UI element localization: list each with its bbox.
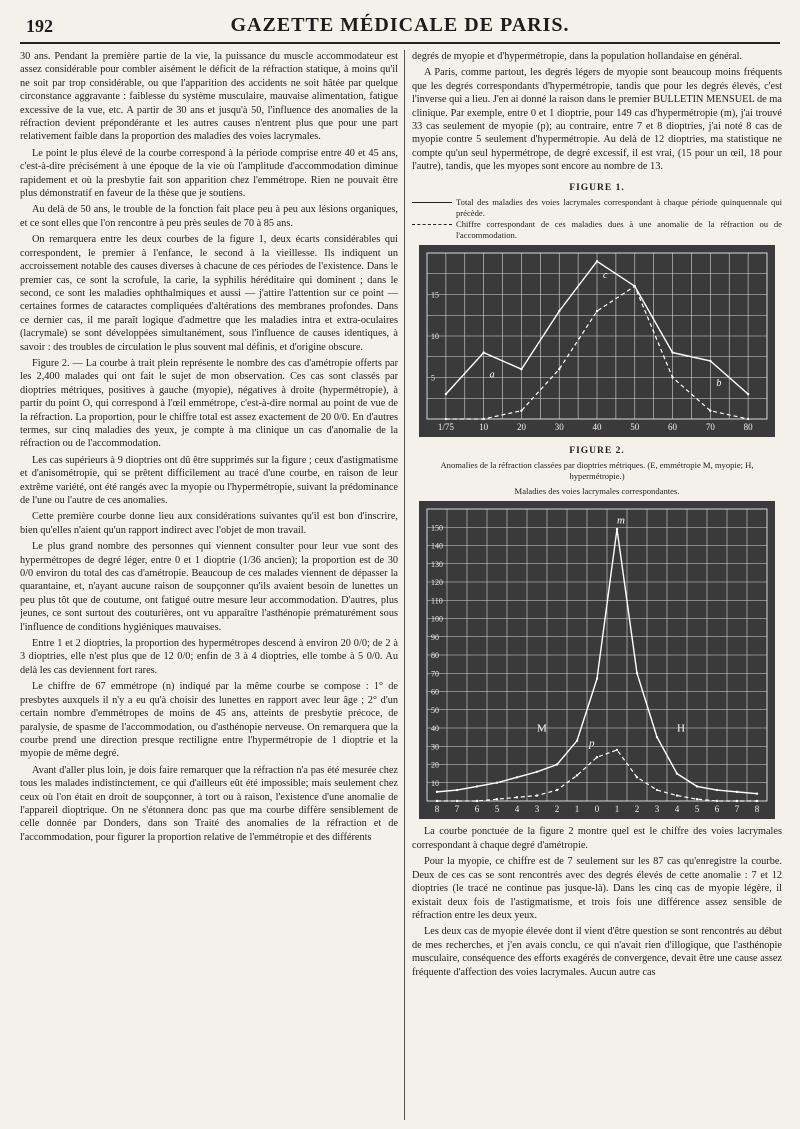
data-point (456, 800, 458, 802)
x-tick-label: 3 (654, 804, 660, 815)
data-point (520, 368, 522, 370)
y-tick-label: 15 (431, 290, 439, 300)
data-point (736, 800, 738, 802)
data-point (671, 351, 673, 353)
data-point (716, 789, 718, 791)
data-point (756, 800, 758, 802)
y-tick-label: 30 (431, 742, 439, 752)
data-point (445, 418, 447, 420)
legend-solid-text: Total des maladies des voies lacrymales correspondant à chaque période quinquennale qui précède. (456, 197, 782, 219)
x-tick-label: 40 (592, 422, 602, 433)
data-point (636, 673, 638, 675)
y-tick-label: 130 (431, 560, 443, 570)
data-point (736, 791, 738, 793)
x-tick-label: 80 (743, 422, 753, 433)
data-point (536, 771, 538, 773)
paragraph: degrés de myopie et d'hypermétropie, dans la population hollandaise en général. (412, 51, 743, 62)
data-point (671, 376, 673, 378)
paragraph: On remarquera entre les deux courbes de la figure 1, deux écarts considérables qui correspondent, le premier à l'enfance, le second à la vieillesse. Ils indiquent un accroissement notable des causes diverses à chacune de ces périodes de l'existence. Dans le premier cas, ce sont la scrofule, la carie, la syphilis héréditaire qui dominent ; dans le second, ce sont les maladies ophthalmiques et aussi — j'attire l'attention sur ce point — certaines formes de cataractes compliquées d'altérations des membranes profondes. Dans ce dernier cas, il me paraît logique d'admettre que les maladies intra et extra-oculaires (lacrymale) se sont développées simultanément, sous l'influence de causes identiques, à savoir : des troubles de circulation le plus souvent mal définis, et d'origine obscure. (20, 234, 398, 353)
figure2-title: FIGURE 2. (569, 446, 625, 457)
data-point (676, 773, 678, 775)
curve-annotation: b (716, 377, 722, 389)
x-tick-label: 8 (754, 804, 760, 815)
data-point (496, 798, 498, 800)
chart-background (419, 501, 775, 819)
page-header (20, 14, 780, 44)
y-tick-label: 70 (431, 669, 439, 679)
x-tick-label: 7 (734, 804, 740, 815)
legend-dashed-text: Chiffre correspondant de ces maladies dues à une anomalie de la réfraction ou de l'accommodation. (456, 219, 782, 241)
data-point (676, 795, 678, 797)
paragraph: A Paris, comme partout, les degrés légers de myopie sont beaucoup moins fréquents que les degrés correspondants d'hypermétropie, tandis que pour les degrés élevés, c'est l'inverse qui a lieu. J'en ai donné la raison dans le premier BULLETIN MENSUEL de ma clinique. Par exemple, entre 0 et 1 dioptrie, pour 149 cas d'hypermétropie (m), j'ai trouvé 33 cas seulement de myopie (p); au contraire, entre 7 et 8 dioptries, j'ai noté 8 cas de myopie contre 5 seulement d'hypermétropie. Au delà de 12 dioptries, ma statistique ne compte qu'un seul hypermétrope, de degré excessif, il est vrai, (15 pour un œil, 18 pour l'autre), tandis, que les myopes sont encore au nombre de 13. (412, 67, 782, 173)
x-tick-label: 30 (554, 422, 564, 433)
data-point (636, 777, 638, 779)
data-point (696, 786, 698, 788)
x-tick-label: 6 (474, 804, 480, 815)
data-point (520, 410, 522, 412)
x-tick-label: 1/75 (437, 422, 454, 433)
x-tick-label: 50 (630, 422, 640, 433)
y-tick-label: 60 (431, 687, 439, 697)
data-point (476, 786, 478, 788)
data-point (556, 789, 558, 791)
left-column (20, 50, 398, 1120)
y-tick-label: 150 (431, 523, 443, 533)
x-tick-label: 4 (514, 804, 520, 815)
x-tick-label: 0 (594, 804, 600, 815)
data-point (596, 678, 598, 680)
y-tick-label: 90 (431, 633, 439, 643)
x-tick-label: 70 (705, 422, 715, 433)
data-point (536, 795, 538, 797)
y-tick-label: 140 (431, 541, 443, 551)
data-point (576, 740, 578, 742)
curve-label-hypermetropia: H (677, 723, 685, 736)
legend-solid (412, 197, 782, 219)
x-tick-label: 8 (434, 804, 440, 815)
data-point (709, 410, 711, 412)
data-point (709, 360, 711, 362)
paragraph: Le plus grand nombre des personnes qui viennent consulter pour leur vue sont des hypermétropes de degré léger, entre 0 et 1 dioptrie (1/36 ancien); la proportion est de 30 0/0 environ du total des cas d'amétropie. Beaucoup de ces malades viennent de dépasser la quarantaine, et, n'ayant aucune raison de soupçonner qu'ils avaient besoin de lunettes un peu plus tôt que de coutume, ont fatigué outre mesure leur accommodation. D'autres, plus jeunes, ce sont surtout des couturières, ont vu apparaître l'asthénopie prématurément sous l'influence de conditions hygiéniques mauvaises. (20, 541, 398, 633)
paragraph: Pour la myopie, ce chiffre est de 7 seulement sur les 87 cas qu'enregistre la courbe. Deux de ces cas se sont rencontrés avec des degrés élevés de cette anomalie : 7 et 12 dioptries (le tracé ne continue pas jusque-là). Dans les cinq cas de myopie légère, il existait deux fois de l'astigmatisme, et trois fois une différence assez sensible de réfraction entre les deux yeux. (412, 856, 782, 921)
data-point (716, 800, 718, 802)
curve-annotation: c (603, 269, 608, 281)
paragraph: Entre 1 et 2 dioptries, la proportion des hypermétropes descend à environ 20 0/0; de 2 à 3 dioptries, elle n'est plus que de 12 0/0; enfin de 3 à 4 dioptries, elle tombe à 5 0/0. Au delà les cas deviennent fort rares. (20, 638, 398, 676)
data-point (656, 736, 658, 738)
y-tick-label: 10 (431, 332, 439, 342)
paragraph: Cette première courbe donne lieu aux considérations suivantes qu'il est bon d'inscrire, bien qu'elles n'aient qu'un rapport indirect avec l'objet de mon travail. (20, 511, 398, 536)
column-divider (404, 50, 405, 1120)
curve-annotation: a (489, 369, 495, 381)
figure1-chart (419, 245, 775, 437)
y-tick-label: 110 (431, 596, 443, 606)
x-tick-label: 20 (516, 422, 526, 433)
paragraph: 30 ans. Pendant la première partie de la vie, la puissance du muscle accommodateur est assez considérable pour combler aisément le déficit de la réfraction statique, à moins qu'il ne soit par trop considérable, ou que l'apparition des accidents ne soit hâtée par quelque circonstance aggravante : faiblesse du système musculaire, mauvaise alimentation, fatigue excessive de la vue, etc. A partir de 30 ans et jusqu'à 50, l'influence des anomalies de la réfraction devient prépondérante et les autres causes n'entrent plus que pour une part relativement faible dans la proportion des maladies des voies lacrymales. (20, 51, 398, 143)
y-tick-label: 40 (431, 724, 439, 734)
y-tick-label: 80 (431, 651, 439, 661)
x-tick-label: 1 (614, 804, 620, 815)
figure2-chart (419, 501, 775, 819)
x-tick-label: 1 (574, 804, 580, 815)
page-number: 192 (26, 16, 53, 36)
y-tick-label: 50 (431, 706, 439, 716)
y-tick-label: 10 (431, 779, 439, 789)
x-tick-label: 5 (694, 804, 700, 815)
x-tick-label: 7 (454, 804, 460, 815)
paragraph: Au delà de 50 ans, le trouble de la fonction fait place peu à peu aux lésions organiques, et ce sont elles que l'on rencontre à peu près seules de 70 à 85 ans. (20, 204, 398, 229)
paragraph: Les cas supérieurs à 9 dioptries ont dû être supprimés sur la figure ; ceux d'astigmatisme et d'anisométropie, qui se prêtent difficilement au tracé d'une courbe, en raison de leur extrême variété, ont été rangés avec la myopie ou l'hypermétropie, suivant la prédominance de l'une ou l'autre de ces anomalies. (20, 454, 398, 506)
figure2-caption: Anomalies de la réfraction classées par dioptries métriques. (E, emmétropie M, myopie; H, hypermétropie.) (440, 460, 754, 482)
data-point (656, 789, 658, 791)
journal-title: GAZETTE MÉDICALE DE PARIS. (230, 14, 570, 36)
y-tick-label: 5 (431, 373, 435, 383)
x-tick-label: 6 (714, 804, 720, 815)
paragraph: La courbe ponctuée de la figure 2 montre quel est le chiffre des voies lacrymales correspondant à chaque degré d'amétropie. (412, 826, 782, 851)
data-point (516, 777, 518, 779)
figure1-legend (412, 197, 782, 241)
data-point (596, 756, 598, 758)
data-point (482, 351, 484, 353)
data-point (556, 764, 558, 766)
y-tick-label: 100 (431, 614, 443, 624)
right-column (412, 50, 782, 1125)
data-point (445, 393, 447, 395)
x-tick-label: 2 (634, 804, 640, 815)
paragraph: Le chiffre de 67 emmétrope (n) indiqué par la même courbe se compose : 1° de presbytes auxquels il n'y a eu qu'à choisir des lunettes en rapport avec leur âge ; 2° d'un certain nombre d'emmétropes de moins de 45 ans, atteints de presbytie précoce, de paralysie, de spasme de l'accommodation, ou d'asthénopie nerveuse. On remarquera que la courbe prend une direction presque rectiligne entre l'hypermétropie de 1 dioptrie et la myopie de même degré. (20, 681, 398, 760)
solid-line-swatch (412, 202, 452, 203)
data-point (576, 775, 578, 777)
curve-label-myopia: M (537, 723, 547, 736)
figure2-subcaption: Maladies des voies lacrymales correspondantes. (514, 486, 680, 497)
paragraph: Les deux cas de myopie élevée dont il vient d'être question se sont rencontrés au début de mes recherches, et j'en avais conclu, ce qui n'avait rien d'illogique, que l'asthénopie musculaire, conséquence des efforts exagérés de convergence, devait être une cause assez fréquente d'affection des voies lacrymales. Aucun autre cas (412, 926, 782, 978)
data-point (596, 260, 598, 262)
paragraph: Figure 2. — La courbe à trait plein représente le nombre des cas d'amétropie offerts par les 2,400 malades qui ont fait le sujet de mon observation. Ces cas sont classés par dioptries métriques, positives à gauche (myopie), négatives à droite (hypermétropie), à partir du point O, qui correspond à l'œil emmétrope, c'est-à-dire normal au point de vue de la réfraction. La proportion, pour le chiffre total est assez exactement de 20 0/0. En d'autres termes, sur cinq maladies des yeux, je compte à ma clinique un cas d'anomalie de la réfraction ou de l'accommodation. (20, 357, 398, 450)
data-point (634, 285, 636, 287)
data-point (558, 310, 560, 312)
x-tick-label: 2 (554, 804, 560, 815)
legend-dashed (412, 219, 782, 241)
data-point (616, 749, 618, 751)
data-point (696, 798, 698, 800)
x-tick-label: 10 (479, 422, 489, 433)
figure1-title: FIGURE 1. (569, 182, 625, 193)
y-tick-label: 20 (431, 760, 439, 770)
data-point (436, 800, 438, 802)
data-point (516, 797, 518, 799)
dashed-line-swatch (412, 224, 452, 225)
paragraph: Avant d'aller plus loin, je dois faire remarquer que la réfraction n'a pas été mesurée chez tous les malades indistinctement, ce qui d'ailleurs eût été impossible; mais seulement chez ceux où l'on était en droit de soupçonner, à tort ou à raison, l'existence d'une anomalie de l'appareil dioptrique. On ne s'étonnera donc pas que ma courbe diffère sensiblement de celle donnée par Donders, dans son Traité des anomalies de la réfraction et de l'accommodation, pour figurer la proportion relative de l'emmétropie et des différents (20, 764, 398, 843)
x-tick-label: 60 (668, 422, 678, 433)
data-point (496, 782, 498, 784)
curve-label-p: p (589, 737, 595, 750)
data-point (482, 418, 484, 420)
data-point (747, 418, 749, 420)
x-tick-label: 3 (534, 804, 540, 815)
data-point (756, 793, 758, 795)
x-tick-label: 5 (494, 804, 500, 815)
data-point (616, 528, 618, 530)
y-tick-label: 120 (431, 578, 443, 588)
peak-label: m (617, 515, 625, 528)
data-point (596, 310, 598, 312)
paragraph: Le point le plus élevé de la courbe correspond à la période comprise entre 40 et 45 ans, c'est-à-dire précisément à une époque de la vie où l'amplitude d'accommodation diminue rapidement et où la presbytie fait son apparition chez l'emmétrope. Rien ne pouvait être plus démonstratif en faveur de la thèse que je soutiens. (20, 147, 398, 200)
x-tick-label: 4 (674, 804, 680, 815)
data-point (747, 393, 749, 395)
data-point (476, 800, 478, 802)
data-point (558, 368, 560, 370)
data-point (436, 791, 438, 793)
data-point (456, 789, 458, 791)
